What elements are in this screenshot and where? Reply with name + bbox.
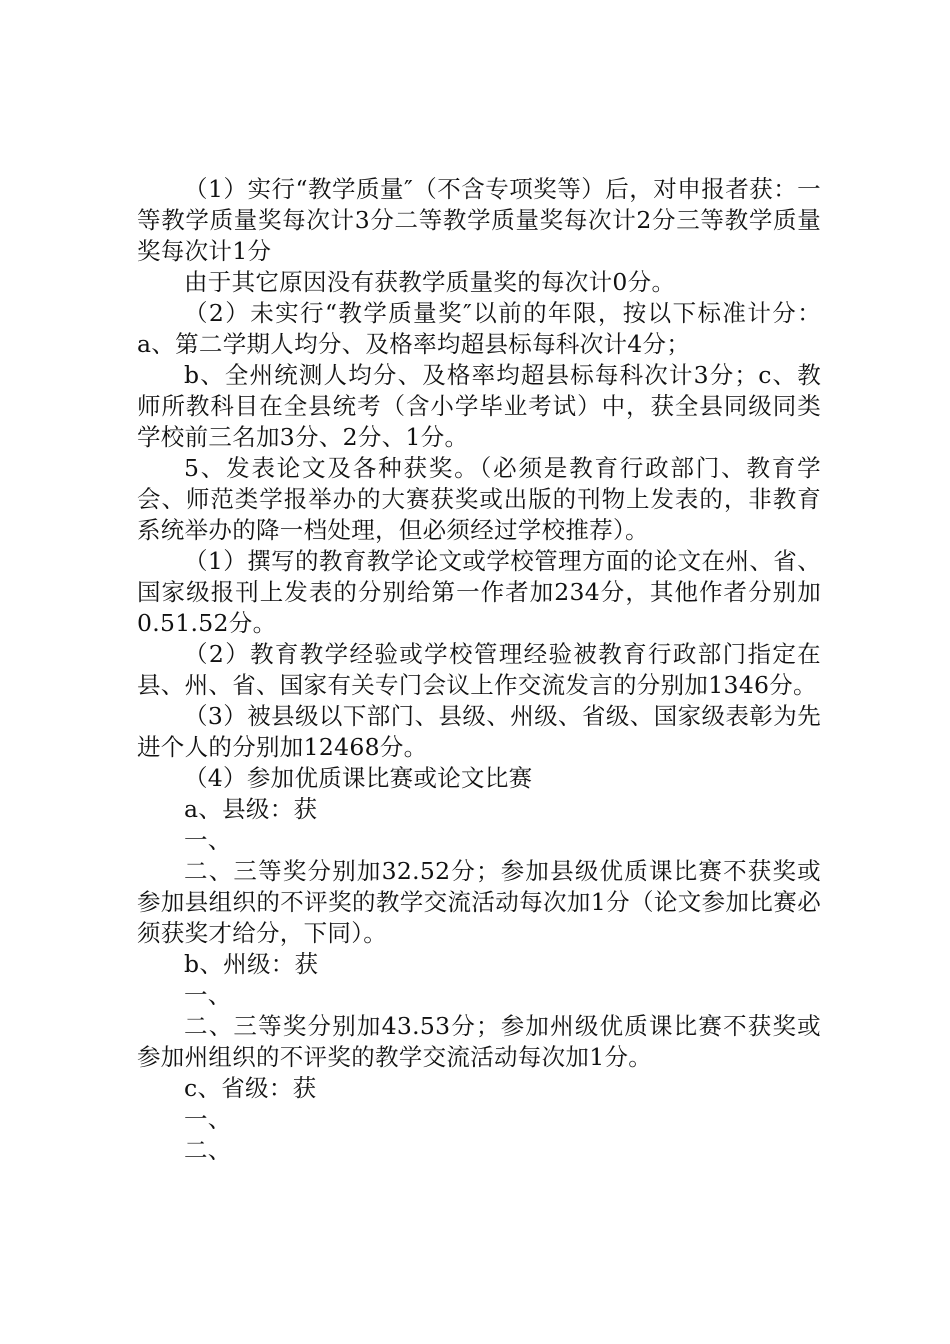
paragraph-state-first: 一、 [184, 981, 232, 1009]
paragraph-county-second-third: 二、三等奖分别加32.52分；参加县级优质课比赛不获奖或参加县组织的不评奖的教学交流活动每次加1分（论文参加比赛必须获奖才给分，下同）。 [137, 857, 821, 947]
paragraph-state-unified-test: b、全州统测人均分、及格率均超县标每科次计3分；c、教师所教科目在全县统考（含小学毕业考试）中，获全县同级同类学校前三名加3分、2分、1分。 [137, 361, 821, 451]
paragraph-competitions: （4）参加优质课比赛或论文比赛 [184, 764, 533, 792]
document-page [137, 174, 821, 1166]
paragraph-before-quality-award: （2）未实行“教学质量奖″以前的年限，按以下标准计分：a、第二学期人均分、及格率均超县标每科次计4分； [137, 299, 821, 358]
paragraph-state-second-third: 二、三等奖分别加43.53分；参加州级优质课比赛不获奖或参加州组织的不评奖的教学交流活动每次加1分。 [137, 1012, 821, 1071]
paragraph-state-level: b、州级：获 [184, 950, 319, 978]
paragraph-province-first: 一、 [184, 1105, 232, 1133]
paragraph-county-level: a、县级：获 [184, 795, 318, 823]
paragraph-county-first: 一、 [184, 826, 232, 854]
paragraph-quality-award-implemented: （1）实行“教学质量″（不含专项奖等）后，对申报者获：一等教学质量奖每次计3分二等教学质量奖每次计2分三等教学质量奖每次计1分 [137, 175, 821, 265]
paragraph-province-second: 二、 [184, 1136, 232, 1164]
paragraph-no-award-zero: 由于其它原因没有获教学质量奖的每次计0分。 [184, 268, 676, 296]
paragraph-published-papers: （1）撰写的教育教学论文或学校管理方面的论文在州、省、国家级报刊上发表的分别给第一作者加234分，其他作者分别加0.51.52分。 [137, 547, 821, 637]
paragraph-experience-exchange: （2）教育教学经验或学校管理经验被教育行政部门指定在县、州、省、国家有关专门会议上作交流发言的分别加1346分。 [137, 640, 821, 699]
paragraph-papers-and-awards: 5、发表论文及各种获奖。（必须是教育行政部门、教育学会、师范类学报举办的大赛获奖或出版的刊物上发表的，非教育系统举办的降一档处理，但必须经过学校推荐）。 [137, 454, 821, 544]
paragraph-province-level: c、省级：获 [184, 1074, 317, 1102]
paragraph-commendation: （3）被县级以下部门、县级、州级、省级、国家级表彰为先进个人的分别加12468分。 [137, 702, 821, 761]
